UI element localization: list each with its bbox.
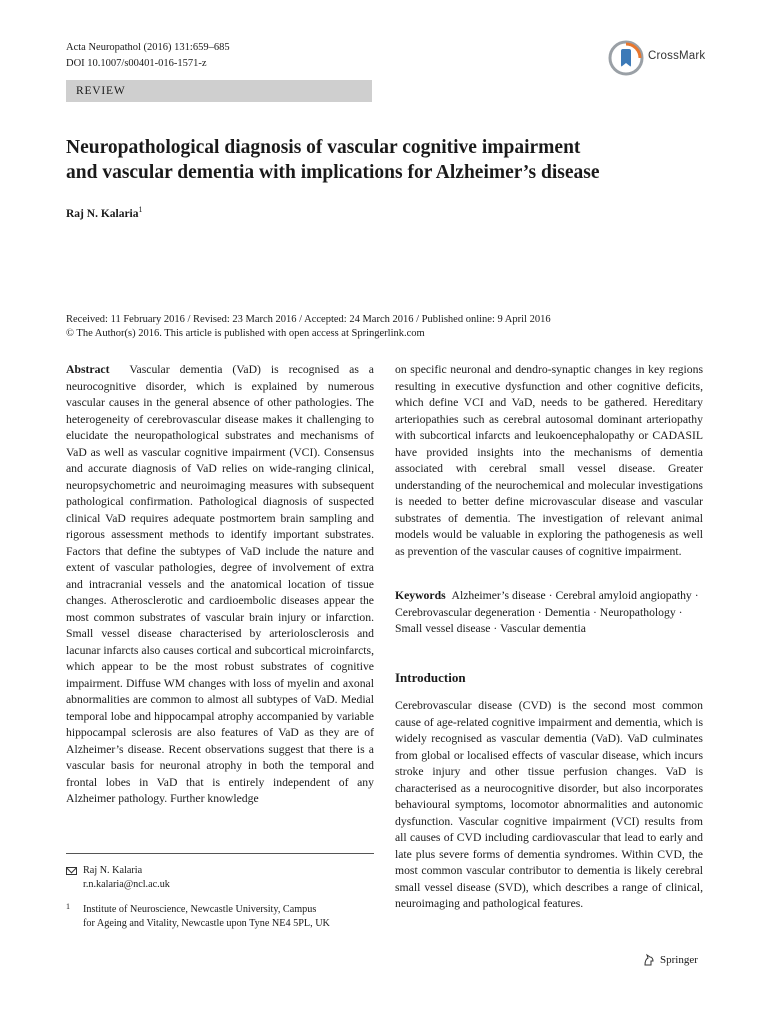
affiliation-line-1: Institute of Neuroscience, Newcastle University, Campus (83, 904, 317, 915)
author-line (66, 205, 143, 220)
introduction-text: Cerebrovascular disease (CVD) is the second most common cause of age-related cognitive impairment and dementia, which is widely recognised as vascular dementia (VaD). VaD culminates from global or localised effects of vascular disease, which incurs stroke injury and other tissue perfusion changes. VaD is characterised as a neurocognitive disorder, but also incorporates behavioural symptoms, locomotor abnormalities and autonomic dysfunction. Vascular cognitive impairment (VCI) results from all causes of CVD including cardiovascular that lead to early and late plus severe forms of dementia syndromes. Within CVD, the most common vascular contributor to dementia is likely cerebral small vessel disease (SVD), which describes a range of clinical, neuroimaging and pathological features. (395, 699, 703, 910)
correspondence-name: Raj N. Kalaria (83, 865, 143, 876)
abstract-label: Abstract (66, 363, 110, 376)
abstract-right-column (395, 362, 703, 560)
affiliation-number: 1 (66, 902, 70, 911)
title-line-2: and vascular dementia with implications for Alzheimer’s disease (66, 162, 600, 183)
article-title (66, 135, 726, 185)
journal-citation (66, 40, 230, 72)
dates-line: Received: 11 February 2016 / Revised: 23 March 2016 / Accepted: 24 March 2016 / Published online: 9 April 2016 (66, 314, 551, 325)
publication-history (66, 313, 746, 341)
affiliation-line-2: for Ageing and Vitality, Newcastle upon Tyne NE4 5PL, UK (83, 918, 330, 929)
keywords-label: Keywords (395, 589, 446, 602)
footnote-divider (66, 853, 374, 854)
correspondence (66, 864, 374, 892)
crossmark-icon (608, 40, 644, 76)
crossmark-badge[interactable] (608, 40, 718, 76)
title-line-1: Neuropathological diagnosis of vascular cognitive impairment (66, 137, 581, 158)
affiliation (66, 903, 374, 931)
journal-name: Acta Neuropathol (2016) 131:659–685 (66, 42, 230, 53)
abstract-text-right: on specific neuronal and dendro-synaptic changes in key regions resulting in executive dysfunction and other cognitive deficits, which define VCI and VaD, needs to be gathered. Hereditary arteriopathies such as cerebral autosomal dominant arteriopathy with subcortical infarcts and leukoencephalopathy or CADASIL have provided insights into the mechanisms of dementia associated with cerebral small vessel disease. Greater understanding of the neurochemical and molecular investigations is needed to better define microvascular disease and vascular substrates of dementia. The investigation of relevant animal models would be valuable in exploring the pathogenesis as well as prevention of the vascular causes of cognitive impairment. (395, 363, 703, 558)
correspondence-email[interactable]: r.n.kalaria@ncl.ac.uk (83, 879, 170, 890)
envelope-icon (66, 867, 77, 875)
abstract-text-left: Vascular dementia (VaD) is recognised as a neurocognitive disorder, which is explained by numerous vascular causes in the general absence of other pathologies. The heterogeneity of cerebrovascular disease makes it challenging to elucidate the neuropathological substrates and mechanisms of VaD as well as vascular cognitive impairment (VCI). Consensus and accurate diagnosis of VaD relies on wide-ranging clinical, neuropsychometric and neuroimaging measures with subsequent pathological confirmation. Pathological diagnosis of suspected clinical VaD requires adequate postmortem brain sampling and rigorous assessment methods to identify important substrates. Factors that define the subtypes of VaD include the nature and extent of vascular pathologies, degree of involvement of extra and intracranial vessels and the anatomical location of tissue changes. Atherosclerotic and cardioembolic diseases appear the most common substrates of vascular brain injury or infarction. Small vessel disease characterised by arteriolosclerosis and lacunar infarcts also causes cortical and subcortical microinfarcts, which appear to be the most robust substrates of cognitive impairment. Diffuse WM changes with loss of myelin and axonal abnormalities are common to almost all subtypes of VaD. Medial temporal lobe and hippocampal atrophy accompanied by variable hippocampal sclerosis are also features of VaD as they are of Alzheimer’s disease. Recent observations suggest that there is a vascular basis for neuronal atrophy in both the temporal and frontal lobes in VaD that is entirely independent of any Alzheimer pathology. Further knowledge (66, 363, 374, 805)
keywords-block (395, 588, 703, 638)
doi[interactable]: DOI 10.1007/s00401-016-1571-z (66, 58, 207, 69)
copyright-line: © The Author(s) 2016. This article is published with open access at Springerlink.com (66, 328, 425, 339)
introduction-heading: Introduction (395, 670, 466, 685)
introduction-body (395, 698, 703, 913)
author-affiliation-marker: 1 (138, 205, 143, 214)
keywords-text: Alzheimer’s disease · Cerebral amyloid angiopathy · Cerebrovascular degeneration · Dementia · Neuropathology · Small vessel disease · Vascular dementia (395, 589, 699, 635)
publisher-name: Springer (660, 954, 698, 966)
publisher-mark (642, 953, 698, 967)
crossmark-label: CrossMark (648, 50, 706, 62)
springer-horse-icon (642, 953, 656, 967)
author-name[interactable]: Raj N. Kalaria (66, 207, 139, 220)
abstract-left-column (66, 362, 374, 808)
article-type-bar: REVIEW (66, 80, 372, 102)
